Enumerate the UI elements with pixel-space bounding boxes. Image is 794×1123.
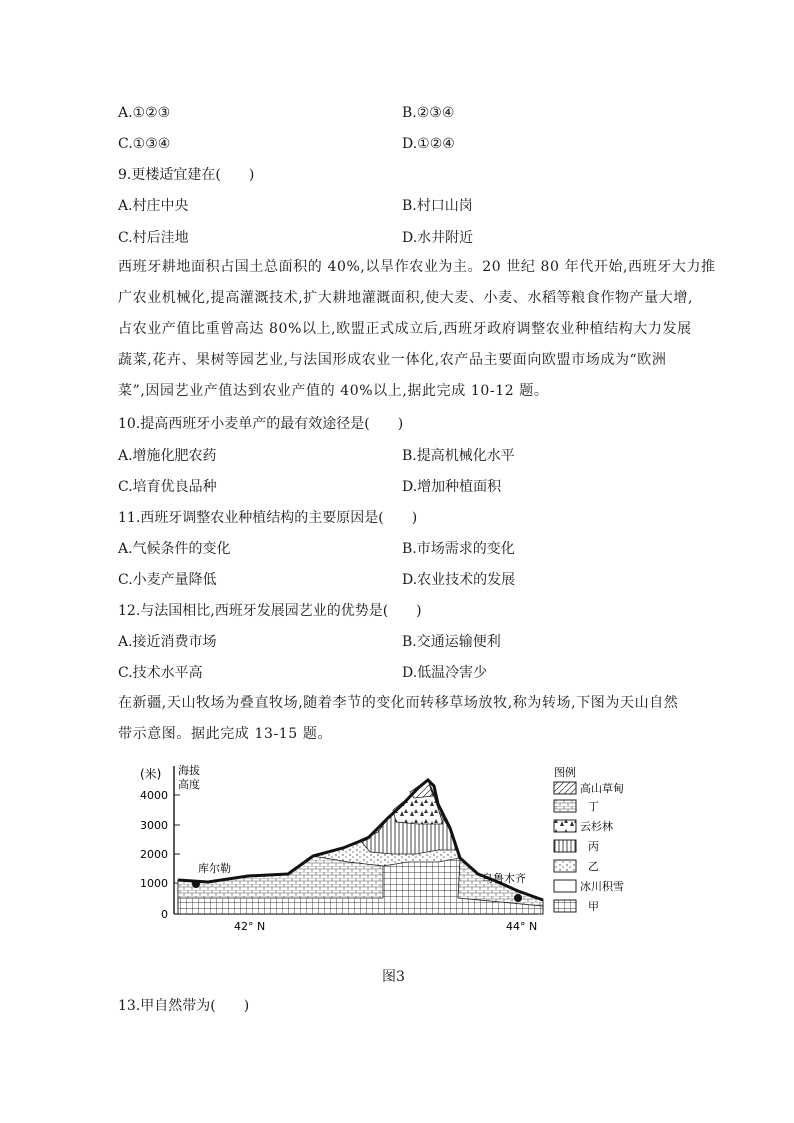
- y-tick-label: 2000: [140, 848, 168, 861]
- q8-option-b: B.②③④: [402, 105, 455, 121]
- q9-stem: 9.更楼适宜建在( ): [118, 167, 255, 183]
- legend-swatch: [554, 782, 576, 794]
- q10-stem: 10.提高西班牙小麦单产的最有效途径是( ): [118, 416, 404, 432]
- passage-tianshan: [118, 688, 683, 750]
- legend-label: 丙: [588, 840, 599, 853]
- legend-swatch: [554, 840, 576, 852]
- legend-swatch: [554, 880, 576, 892]
- q10-option-d: D.增加种植面积: [402, 479, 502, 495]
- passage-line: 广农业机械化,提高灌溉技术,扩大耕地灌溉面积,使大麦、小麦、水稻等粮食作物产量大增,: [118, 290, 693, 306]
- q11-stem: 11.西班牙调整农业种植结构的主要原因是( ): [118, 510, 418, 526]
- place-label-urumqi: 乌鲁木齐: [482, 872, 526, 885]
- legend-label: 云杉林: [580, 820, 613, 833]
- q10-option-b: B.提高机械化水平: [402, 448, 515, 464]
- q8-option-d: D.①②④: [402, 136, 455, 152]
- passage-spain: [118, 252, 716, 407]
- q8-option-c: C.①③④: [118, 136, 171, 152]
- place-label-korla: 库尔勒: [198, 862, 231, 875]
- y-tick-label: 1000: [140, 877, 168, 890]
- figure-caption: 图3: [382, 969, 405, 985]
- q12-option-b: B.交通运输便利: [402, 634, 501, 650]
- legend-label: 冰川积雪: [580, 880, 624, 893]
- q11-option-b: B.市场需求的变化: [402, 541, 515, 557]
- passage-line: 菜”,因园艺业产值达到农业产值的 40%以上,据此完成 10-12 题。: [118, 383, 549, 399]
- q11-option-d: D.农业技术的发展: [402, 572, 516, 588]
- y-tick-label: 4000: [140, 789, 168, 802]
- q10-option-a: A.增施化肥农药: [118, 448, 217, 464]
- q11-option-a: A.气候条件的变化: [118, 541, 231, 557]
- legend-label: 丁: [588, 800, 599, 813]
- tianshan-profile-figure: [138, 758, 678, 942]
- passage-line: 占农业产值比重曾高达 80%以上,欧盟正式成立后,西班牙政府调整农业种植结构大力发展: [118, 321, 692, 337]
- legend-swatch: [554, 800, 576, 812]
- q9-option-a: A.村庄中央: [118, 198, 189, 214]
- y-axis-title-line2: 高度: [178, 778, 200, 791]
- legend-swatch: [554, 900, 576, 912]
- q9-option-b: B.村口山岗: [402, 198, 473, 214]
- q13-stem: 13.甲自然带为( ): [118, 998, 250, 1014]
- q8-option-a: A.①②③: [118, 105, 171, 121]
- q12-option-c: C.技术水平高: [118, 665, 203, 681]
- profile-diagram: [138, 758, 678, 938]
- x-tick-label: 44° N: [506, 920, 538, 933]
- legend-swatch: [554, 860, 576, 872]
- q12-stem: 12.与法国相比,西班牙发展园艺业的优势是( ): [118, 603, 422, 619]
- q9-option-c: C.村后洼地: [118, 230, 189, 246]
- q11-option-c: C.小麦产量降低: [118, 572, 217, 588]
- passage-line: 蔬菜,花卉、果树等园艺业,与法国形成农业一体化,农产品主要面向欧盟市场成为“欧洲: [118, 352, 667, 368]
- q10-option-c: C.培育优良品种: [118, 479, 217, 495]
- x-tick-label: 42° N: [234, 920, 266, 933]
- legend-label: 甲: [588, 900, 599, 913]
- y-tick-label: 0: [161, 908, 168, 921]
- legend-label: 乙: [588, 860, 599, 873]
- y-axis-title-line1: 海拔: [178, 764, 200, 777]
- urumqi-marker: [514, 894, 522, 902]
- y-unit-label: (米): [140, 767, 162, 781]
- legend-swatch: [554, 820, 576, 832]
- q12-option-d: D.低温冷害少: [402, 665, 488, 681]
- legend: [554, 765, 624, 913]
- q12-option-a: A.接近消费市场: [118, 634, 217, 650]
- korla-marker: [192, 880, 200, 888]
- passage-line: 西班牙耕地面积占国土总面积的 40%,以旱作农业为主。20 世纪 80 年代开始,西班牙大力推: [118, 259, 716, 275]
- q9-option-d: D.水井附近: [402, 230, 474, 246]
- passage-line: 带示意图。据此完成 13-15 题。: [118, 726, 333, 742]
- y-tick-label: 3000: [140, 819, 168, 832]
- legend-title: 图例: [554, 766, 576, 779]
- legend-label: 高山草甸: [580, 782, 624, 795]
- passage-line: 在新疆,天山牧场为叠直牧场,随着李节的变化而转移草场放牧,称为转场,下图为天山自然: [118, 695, 679, 711]
